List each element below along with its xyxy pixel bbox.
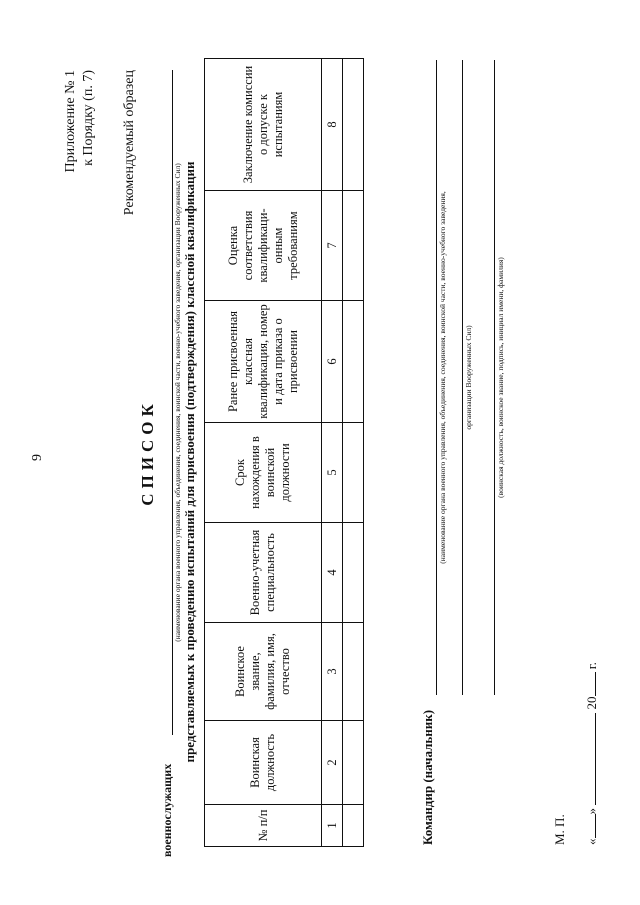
column-number: 8 bbox=[322, 59, 343, 191]
appendix-line-1: Приложение № 1 bbox=[63, 70, 78, 173]
commander-organization-line-2 bbox=[462, 60, 463, 695]
table-header-row bbox=[205, 59, 322, 847]
header-position: Воинская должность bbox=[205, 721, 322, 805]
table-cell bbox=[343, 59, 364, 191]
appendix-line-2: к Порядку (п. 7) bbox=[81, 70, 96, 166]
year-suffix: г. bbox=[584, 662, 599, 670]
table-cell bbox=[343, 191, 364, 301]
date-line bbox=[584, 662, 600, 845]
table-cell bbox=[343, 301, 364, 423]
table-cell bbox=[343, 623, 364, 721]
commander-signature-line bbox=[494, 60, 495, 695]
table-cell bbox=[343, 805, 364, 847]
date-open-quote: « bbox=[584, 838, 599, 845]
column-number: 5 bbox=[322, 423, 343, 523]
commander-organization-line bbox=[436, 60, 437, 695]
document-title: СПИСОК bbox=[138, 399, 157, 506]
header-rank-name: Воинское звание, фамилия, имя, отчество bbox=[205, 623, 322, 721]
table-cell bbox=[343, 523, 364, 623]
header-assessment: Оценка соответствия квалификаци-онным требованиям bbox=[205, 191, 322, 301]
candidates-table bbox=[204, 58, 364, 847]
sample-note: Рекомендуемый образец bbox=[122, 70, 137, 216]
stamp-placeholder: М. П. bbox=[552, 814, 567, 845]
header-specialty: Военно-учетная специальность bbox=[205, 523, 322, 623]
military-label: военнослужащих bbox=[160, 763, 174, 857]
day-blank bbox=[595, 815, 596, 839]
column-number: 2 bbox=[322, 721, 343, 805]
header-previous-qualification: Ранее присвоенная классная квалификация, номер и дата приказа о присвоении bbox=[205, 301, 322, 423]
column-number: 3 bbox=[322, 623, 343, 721]
year-blank bbox=[595, 673, 596, 697]
commander-organization-hint: (наименование органа военного управления, объединения, соединения, воинской части, военно-учебного заведения, bbox=[438, 191, 447, 564]
column-number: 7 bbox=[322, 191, 343, 301]
column-number: 6 bbox=[322, 301, 343, 423]
organization-hint: (наименование органа военного управления, объединения, соединения, воинской части, военно-учебного заведения, организации Вооруженных Сил) bbox=[173, 163, 182, 642]
header-term: Срок нахождения в воинской должности bbox=[205, 423, 322, 523]
month-blank bbox=[595, 713, 596, 805]
commander-signature-hint: (воинская должность, воинское звание, подпись, инициал имени, фамилия) bbox=[496, 257, 505, 498]
presented-text: представляемых к проведению испытаний для присвоения (подтверждения) классной квалификации bbox=[182, 161, 197, 763]
column-number: 4 bbox=[322, 523, 343, 623]
page-number: 9 bbox=[30, 454, 45, 461]
header-conclusion: Заключение комиссии о допуске к испытаниям bbox=[205, 59, 322, 191]
commander-label: Командир (начальник) bbox=[420, 709, 435, 845]
table-cell bbox=[343, 721, 364, 805]
appendix-reference bbox=[62, 70, 98, 173]
table-row bbox=[343, 59, 364, 847]
column-number: 1 bbox=[322, 805, 343, 847]
table-cell bbox=[343, 423, 364, 523]
year-prefix: 20 bbox=[584, 696, 599, 710]
commander-organization-hint-2: организации Вооруженных Сил) bbox=[464, 325, 473, 430]
header-number: № п/п bbox=[205, 805, 322, 847]
column-number-row bbox=[322, 59, 343, 847]
date-close-quote: » bbox=[584, 808, 599, 815]
